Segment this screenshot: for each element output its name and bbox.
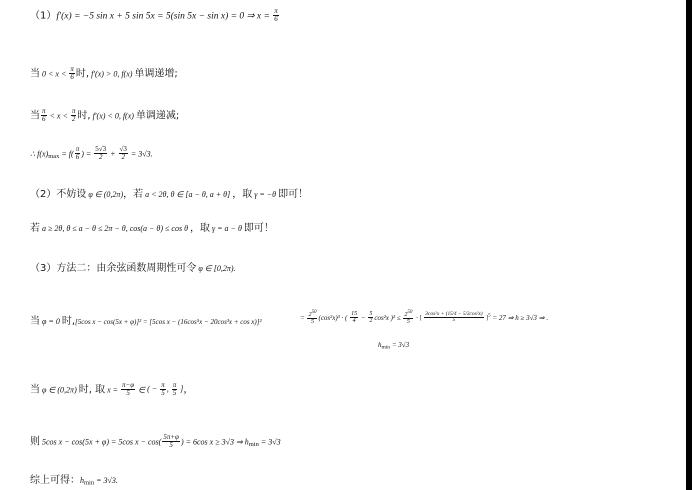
- h-min-sub-3: min: [84, 479, 95, 487]
- conclusion-value: = 3√3: [258, 437, 281, 447]
- therefore-symbol: ∴ f(x): [30, 149, 49, 159]
- comma-label: ，: [183, 384, 194, 396]
- part-2-label: （2）不妨设: [30, 189, 87, 200]
- increasing-text: 单调递增;: [134, 68, 178, 80]
- part-2-phi-range: φ ∈ (0,2π): [86, 190, 124, 199]
- part-2-case-two-line: [30, 222, 274, 236]
- part-2-gamma: γ = −θ: [252, 190, 279, 199]
- close-paren-equals: ) =: [81, 149, 94, 159]
- time-label-1: 时,: [75, 68, 90, 80]
- then-label: 则: [30, 436, 40, 448]
- decreasing-interval-line: [30, 108, 179, 124]
- cos-squared-term: cos²x )² ≤: [374, 314, 403, 323]
- part-1-derivative-line: [30, 8, 280, 24]
- decreasing-derivative: f′(x) < 0, f(x): [90, 111, 136, 121]
- belongs-to: ∈: [136, 385, 148, 395]
- part-2-case-condition: a < 2θ, θ ∈ [a − θ, a + θ]: [143, 190, 233, 199]
- part-2-comma: ，若: [123, 189, 144, 200]
- interval-bracket: ( − $\frac{\pi}{5}$ , $\frac{\pi}{5}$ ]: [147, 381, 184, 398]
- phi-equals-zero: φ = 0: [40, 317, 62, 326]
- phi-zero-case-right-line: [300, 310, 548, 326]
- h-min-equals: = 3√3: [390, 341, 410, 349]
- five-root3-over-2: $\frac{5√3}{2}$: [95, 145, 107, 162]
- part-3-phi-range: φ ∈ [0,2π).: [196, 264, 236, 273]
- part-3-method-two-line: [30, 262, 236, 276]
- final-h-min: h: [80, 476, 84, 485]
- plus-sign: +: [108, 149, 118, 159]
- case-two-take: ，取: [190, 223, 210, 234]
- right-equals: =: [300, 314, 307, 323]
- increasing-derivative: f′(x) > 0, f(x): [89, 69, 135, 79]
- if-label: 若: [30, 223, 40, 234]
- part-3-label: （3）方法二：由余弦函数周期性可令: [30, 263, 197, 274]
- phi-zero-expansion: [5cos x − cos(5x + φ)]² = [5cos x − (16cos⁵x − 20cos³x + cos x)]²: [75, 318, 262, 326]
- when-label-1: 当: [30, 68, 40, 80]
- decreasing-condition: < x <: [47, 111, 70, 121]
- case-two-gamma: γ = a − θ: [210, 224, 244, 233]
- two-pow-fraction-1: $\frac{2^{50}}{5}$: [308, 310, 317, 326]
- part-2-assumption-line: [30, 188, 308, 202]
- time-label-4: 时, 取: [78, 384, 106, 396]
- pi-over-2-fraction: $\frac{\pi}{2}$: [71, 107, 76, 124]
- h-min-value-line: [378, 338, 409, 351]
- conclusion-inequality-line: [30, 434, 281, 450]
- equals-f-of: = f(: [59, 149, 74, 159]
- increasing-condition: 0 < x <: [40, 69, 69, 79]
- equals-27: = 27 ⇒ h ≥ 3√3 ⇒: [490, 314, 547, 323]
- decreasing-text: 单调递减;: [135, 110, 180, 122]
- max-subscript: max: [48, 152, 60, 160]
- pi-over-6-fraction-2: $\frac{\pi}{6}$: [70, 65, 74, 82]
- min-subscript: min: [381, 344, 391, 351]
- five-over-two: $\frac{5}{2}$: [369, 311, 373, 325]
- increasing-interval-line: [30, 66, 178, 82]
- maximum-value-line: [30, 146, 153, 162]
- h-min-label: h: [378, 341, 382, 349]
- amgm-bracket: [ $\frac{\text{3cos²x + (15/4 − 5/2cos²x)}}{5}$ ]$^5$: [419, 310, 491, 324]
- time-label-2: 时,: [77, 110, 91, 122]
- when-label-2: 当: [30, 110, 40, 122]
- minus-sign-1: −: [359, 314, 368, 323]
- right-edge-bar: [686, 0, 692, 490]
- pi-over-6-fraction: $\frac{\pi}{6}$: [274, 7, 278, 24]
- root3-over-2: $\frac{√3}{2}$: [119, 145, 127, 162]
- trailing-period: .: [546, 314, 549, 323]
- part-2-take: ，取: [232, 189, 253, 200]
- when-label-3: 当: [30, 316, 40, 327]
- h-min-sub-2: min: [248, 440, 259, 448]
- final-conclusion-line: [30, 474, 118, 488]
- fifteen-over-four: $\frac{15}{4}$: [351, 311, 358, 325]
- time-label-3: 时,: [61, 316, 76, 327]
- final-value: = 3√3.: [94, 476, 118, 485]
- cos-cubed-term: (cos²x)³ · (: [318, 314, 350, 323]
- two-pow-fraction-2: $\frac{2^{50}}{5}$: [404, 310, 413, 326]
- phi-in-interval: φ ∈ (0,2π): [40, 385, 79, 395]
- when-label-4: 当: [30, 384, 40, 396]
- part-2-ok: 即可！: [278, 189, 309, 200]
- case-two-condition: a ≥ 2θ, θ ≤ a − θ ≤ 2π − θ, cos(a − θ) ≤ cos θ: [40, 224, 190, 233]
- conclusion-rest: ) = 6cos x ≥ 3√3 ⇒ h: [180, 437, 249, 447]
- five-pi-plus-phi-over-5: $\frac{5\pi+\varphi}{5}$: [163, 433, 179, 450]
- pi-over-6-fraction-4: $\frac{\pi}{6}$: [75, 145, 80, 162]
- x-equals: x =: [105, 385, 121, 395]
- phi-zero-case-line: [30, 315, 262, 329]
- final-label: 综上可得：: [30, 475, 80, 486]
- conclusion-expression: 5cos x − cos(5x + φ) = 5cos x − cos(: [40, 437, 162, 447]
- pi-over-6-fraction-3: $\frac{\pi}{6}$: [42, 107, 46, 124]
- part-1-label: （1）: [30, 10, 57, 22]
- case-two-ok: 即可！: [243, 223, 274, 234]
- result-3root3: = 3√3.: [128, 149, 153, 159]
- pi-minus-phi-over-5: $\frac{\pi-\varphi}{5}$: [122, 381, 135, 398]
- part-1-formula: f′(x) = −5 sin x + 5 sin 5x = 5(sin 5x − sin x) = 0 ⇒ x =: [56, 11, 273, 22]
- bracket-open: ·: [414, 314, 420, 323]
- phi-interval-case-line: [30, 382, 193, 398]
